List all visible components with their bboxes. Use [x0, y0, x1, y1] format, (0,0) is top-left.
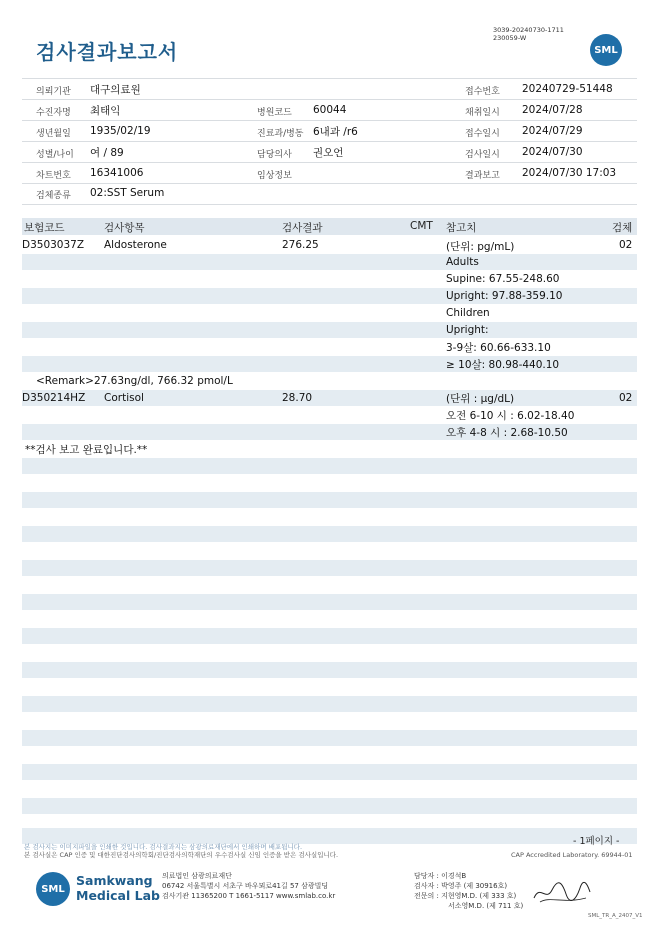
aldosterone-result: 276.25: [282, 239, 319, 251]
dob-value: 1935/02/19: [90, 125, 151, 137]
sex-age-label: 성별/나이: [36, 150, 74, 160]
name-value: 최태익: [90, 105, 121, 117]
doc-code-line-2: 230059-W: [493, 34, 527, 42]
row-band: [22, 458, 637, 474]
cortisol-result: 28.70: [282, 392, 313, 404]
row-band: [22, 254, 637, 270]
doc-code-line-1: 3039-20240730-1711: [493, 26, 564, 34]
doctor-value: 권오언: [313, 147, 344, 159]
footer-notice-1: 본 검사지는 이미지파일을 인쇄한 것입니다. 검사결과지는 삼광의료재단에서 인쇄하며 배포됩니다.: [24, 843, 303, 851]
cortisol-ref-line: 오전 6-10 시 : 6.02-18.40: [446, 410, 575, 422]
aldosterone-ref-line: 3-9살: 60.66-633.10: [446, 342, 551, 354]
receipt-no-value: 20240729-51448: [522, 83, 613, 95]
doctor-label: 담당의사: [257, 150, 292, 160]
chart-no-value: 16341006: [90, 167, 144, 179]
specimen-label: 검체종류: [36, 191, 71, 201]
divider: [22, 99, 637, 100]
cortisol-name: Cortisol: [104, 392, 144, 404]
staff-line: 서소영M.D. (제 711 호): [448, 902, 524, 910]
receipt-date-label: 접수일시: [465, 129, 500, 139]
row-band: [22, 322, 637, 338]
cortisol-specimen: 02: [619, 392, 633, 404]
sex-age-value: 여 / 89: [90, 147, 124, 159]
collect-date-label: 채취일시: [465, 108, 500, 118]
hospital-code-value: 60044: [313, 104, 347, 116]
report-date-value: 2024/07/30 17:03: [522, 167, 617, 179]
row-band: [22, 594, 637, 610]
row-band: [22, 492, 637, 508]
staff-line: 담당자 : 이경석B: [414, 872, 467, 880]
cortisol-code: D350214HZ: [22, 392, 86, 404]
staff-line: 검사자 : 박영주 (제 30916호): [414, 882, 508, 890]
col-code-header: 보험코드: [24, 222, 65, 234]
brand-name: [76, 873, 160, 903]
aldosterone-ref-line: ≥ 10살: 80.98-440.10: [446, 359, 560, 371]
aldosterone-specimen: 02: [619, 239, 633, 251]
cap-accreditation: CAP Accredited Laboratory. 69944-01: [511, 851, 633, 859]
divider: [22, 183, 637, 184]
cortisol-ref-unit: (단위 : μg/dL): [446, 393, 515, 405]
collect-date-value: 2024/07/28: [522, 104, 583, 116]
aldosterone-name: Aldosterone: [104, 239, 167, 251]
clinical-info-label: 임상정보: [257, 171, 292, 181]
test-date-value: 2024/07/30: [522, 146, 583, 158]
form-code: SML_TR_A_2407_V1: [588, 913, 643, 919]
aldosterone-ref-unit: (단위: pg/mL): [446, 241, 515, 253]
col-ref-header: 참고치: [446, 222, 477, 234]
divider: [22, 204, 637, 205]
divider: [22, 120, 637, 121]
brand-line-2: Medical Lab: [76, 888, 160, 903]
aldosterone-ref-line: Supine: 67.55-248.60: [446, 273, 560, 285]
staff-line: 전문의 : 지현영M.D. (제 333 호): [414, 892, 517, 900]
contact: 검사기관 11365200 T 1661-5117 www.smlab.co.kr: [162, 892, 336, 900]
row-band: [22, 730, 637, 746]
row-band: [22, 798, 637, 814]
dept-value: 6내과 /r6: [313, 126, 358, 138]
sml-logo: SML: [590, 34, 622, 66]
aldosterone-ref-line: Upright:: [446, 324, 489, 336]
row-band: [22, 696, 637, 712]
specimen-value: 02:SST Serum: [90, 187, 165, 199]
col-item-header: 검사항목: [104, 222, 145, 234]
report-date-label: 결과보고: [465, 171, 500, 181]
institution-label: 의뢰기관: [36, 87, 71, 97]
lab-address-block: [162, 871, 335, 901]
divider: [22, 162, 637, 163]
report-complete-note: **검사 보고 완료입니다.**: [25, 444, 148, 456]
row-band: [22, 560, 637, 576]
aldosterone-ref-line: Children: [446, 307, 490, 319]
divider: [22, 141, 637, 142]
row-band: [22, 526, 637, 542]
footer-notice-2: 본 검사실은 CAP 인증 및 대한진단검사의학회/진단검사의학재단의 우수검사실 신임 인증을 받은 검사실입니다.: [24, 851, 339, 859]
row-band: [22, 628, 637, 644]
page-number: - 1페이지 -: [573, 836, 620, 847]
address: 06742 서울특별시 서초구 바우뫼로41길 57 삼광빌딩: [162, 882, 329, 890]
sml-footer-logo-icon: SML: [36, 872, 70, 906]
hospital-code-label: 병원코드: [257, 108, 292, 118]
institution-value: 대구의료원: [90, 84, 141, 96]
document-code: [493, 26, 564, 42]
doctor-signature: [530, 878, 592, 906]
aldosterone-ref-line: Adults: [446, 256, 479, 268]
receipt-no-label: 접수번호: [465, 87, 500, 97]
cortisol-ref-line: 오후 4-8 시 : 2.68-10.50: [446, 427, 568, 439]
chart-no-label: 차트번호: [36, 171, 71, 181]
receipt-date-value: 2024/07/29: [522, 125, 583, 137]
name-label: 수진자명: [36, 108, 71, 118]
staff-block: [414, 871, 523, 911]
aldosterone-remark: <Remark>27.63ng/dl, 766.32 pmol/L: [36, 375, 233, 387]
report-title: 검사결과보고서: [36, 40, 179, 64]
aldosterone-ref-line: Upright: 97.88-359.10: [446, 290, 563, 302]
divider: [22, 78, 637, 79]
col-result-header: 검사결과: [282, 222, 323, 234]
row-band: [22, 662, 637, 678]
dob-label: 생년월일: [36, 129, 71, 139]
row-band: [22, 764, 637, 780]
col-specimen-header: 검체: [612, 222, 633, 234]
aldosterone-code: D3503037Z: [22, 239, 85, 251]
org-name: 의료법인 삼광의료재단: [162, 872, 232, 880]
col-cmt-header: CMT: [410, 220, 433, 232]
brand-line-1: Samkwang: [76, 873, 153, 888]
test-date-label: 검사일시: [465, 150, 500, 160]
dept-label: 진료과/병동: [257, 129, 304, 139]
